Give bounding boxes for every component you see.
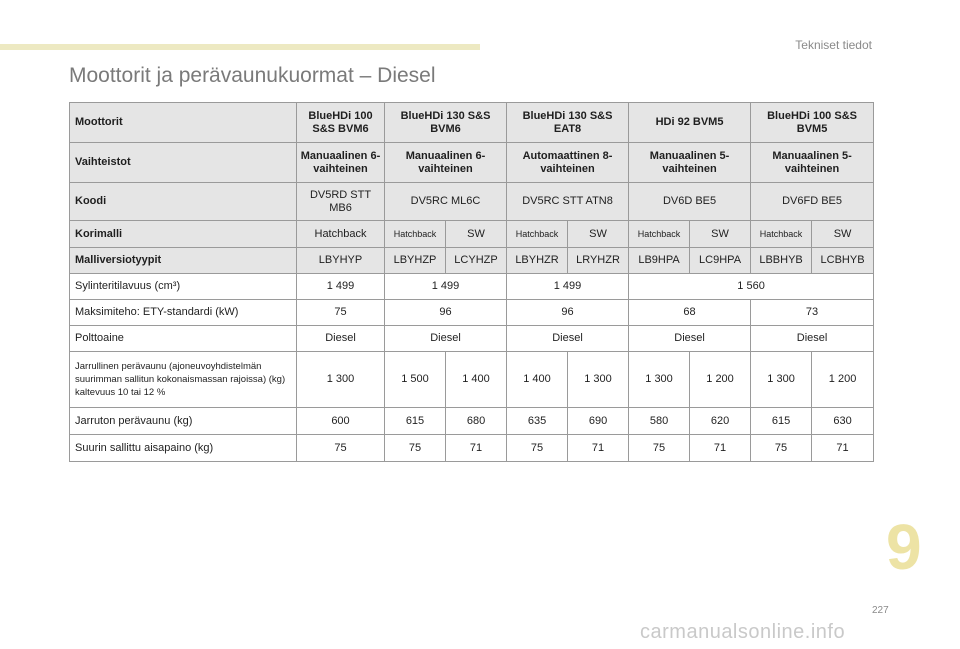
unbraked-cell: 600 [297,408,385,435]
drawbar-cell: 71 [812,435,874,462]
label-motors: Moottorit [70,103,297,143]
label-body: Korimalli [70,221,297,248]
row-fuel [70,326,874,352]
body-cell: Hatchback [629,221,690,248]
unbraked-cell: 630 [812,408,874,435]
unbraked-cell: 635 [507,408,568,435]
code-cell: DV5RD STT MB6 [297,183,385,221]
version-cell: LBYHZR [507,248,568,274]
version-cell: LBYHYP [297,248,385,274]
body-cell: SW [446,221,507,248]
row-motors [70,103,874,143]
power-cell: 96 [507,300,629,326]
displacement-cell: 1 560 [629,274,874,300]
motor-cell: BlueHDi 130 S&S EAT8 [507,103,629,143]
braked-cell: 1 300 [629,352,690,408]
unbraked-cell: 680 [446,408,507,435]
gearbox-cell: Manuaalinen 6-vaihteinen [385,143,507,183]
drawbar-cell: 75 [297,435,385,462]
drawbar-cell: 75 [385,435,446,462]
unbraked-cell: 615 [751,408,812,435]
watermark-text: carmanualsonline.info [640,621,846,643]
motor-cell: BlueHDi 130 S&S BVM6 [385,103,507,143]
unbraked-cell: 690 [568,408,629,435]
page-title: Moottorit ja perävaunukuormat – Diesel [69,64,436,87]
fuel-cell: Diesel [751,326,874,352]
row-power [70,300,874,326]
code-cell: DV6D BE5 [629,183,751,221]
version-cell: LBYHZP [385,248,446,274]
label-unbraked-trailer: Jarruton perävaunu (kg) [70,408,297,435]
unbraked-cell: 620 [690,408,751,435]
body-cell: Hatchback [507,221,568,248]
fuel-cell: Diesel [507,326,629,352]
body-cell: Hatchback [297,221,385,248]
row-drawbar [70,435,874,462]
power-cell: 68 [629,300,751,326]
motor-cell: BlueHDi 100 S&S BVM5 [751,103,874,143]
version-cell: LBBHYB [751,248,812,274]
label-power: Maksimiteho: ETY-standardi (kW) [70,300,297,326]
motor-cell: HDi 92 BVM5 [629,103,751,143]
displacement-cell: 1 499 [507,274,629,300]
drawbar-cell: 75 [507,435,568,462]
version-cell: LCYHZP [446,248,507,274]
body-cell: SW [812,221,874,248]
row-body [70,221,874,248]
engine-spec-table [69,102,874,462]
power-cell: 73 [751,300,874,326]
row-displacement [70,274,874,300]
fuel-cell: Diesel [629,326,751,352]
body-cell: SW [568,221,629,248]
code-cell: DV5RC ML6C [385,183,507,221]
version-cell: LB9HPA [629,248,690,274]
displacement-cell: 1 499 [385,274,507,300]
body-cell: SW [690,221,751,248]
drawbar-cell: 75 [751,435,812,462]
power-cell: 75 [297,300,385,326]
braked-cell: 1 400 [507,352,568,408]
fuel-cell: Diesel [297,326,385,352]
label-code: Koodi [70,183,297,221]
code-cell: DV6FD BE5 [751,183,874,221]
gearbox-cell: Manuaalinen 5-vaihteinen [629,143,751,183]
unbraked-cell: 580 [629,408,690,435]
version-cell: LC9HPA [690,248,751,274]
gearbox-cell: Manuaalinen 6-vaihteinen [297,143,385,183]
fuel-cell: Diesel [385,326,507,352]
drawbar-cell: 71 [690,435,751,462]
label-drawbar: Suurin sallittu aisapaino (kg) [70,435,297,462]
label-gearbox: Vaihteistot [70,143,297,183]
row-versions [70,248,874,274]
braked-cell: 1 300 [751,352,812,408]
label-displacement: Sylinteritilavuus (cm³) [70,274,297,300]
row-unbraked-trailer [70,408,874,435]
row-code [70,183,874,221]
label-fuel: Polttoaine [70,326,297,352]
label-braked-trailer: Jarrullinen perävaunu (ajoneuvoyhdistelmän suurimman sallitun kokonaismassan rajoissa) (kg) kaltevuus 10 tai 12 % [70,352,297,408]
drawbar-cell: 75 [629,435,690,462]
drawbar-cell: 71 [568,435,629,462]
braked-cell: 1 200 [690,352,751,408]
power-cell: 96 [385,300,507,326]
braked-cell: 1 200 [812,352,874,408]
braked-cell: 1 300 [568,352,629,408]
displacement-cell: 1 499 [297,274,385,300]
row-gearbox [70,143,874,183]
braked-cell: 1 300 [297,352,385,408]
code-cell: DV5RC STT ATN8 [507,183,629,221]
gearbox-cell: Automaattinen 8-vaihteinen [507,143,629,183]
top-accent-bar [0,44,480,50]
braked-cell: 1 400 [446,352,507,408]
motor-cell: BlueHDi 100 S&S BVM6 [297,103,385,143]
version-cell: LRYHZR [568,248,629,274]
body-cell: Hatchback [385,221,446,248]
section-label: Tekniset tiedot [795,38,872,52]
gearbox-cell: Manuaalinen 5-vaihteinen [751,143,874,183]
version-cell: LCBHYB [812,248,874,274]
braked-cell: 1 500 [385,352,446,408]
body-cell: Hatchback [751,221,812,248]
chapter-number: 9 [886,511,922,583]
row-braked-trailer [70,352,874,408]
unbraked-cell: 615 [385,408,446,435]
drawbar-cell: 71 [446,435,507,462]
page-number: 227 [872,605,889,616]
label-versions: Malliversiotyypit [70,248,297,274]
